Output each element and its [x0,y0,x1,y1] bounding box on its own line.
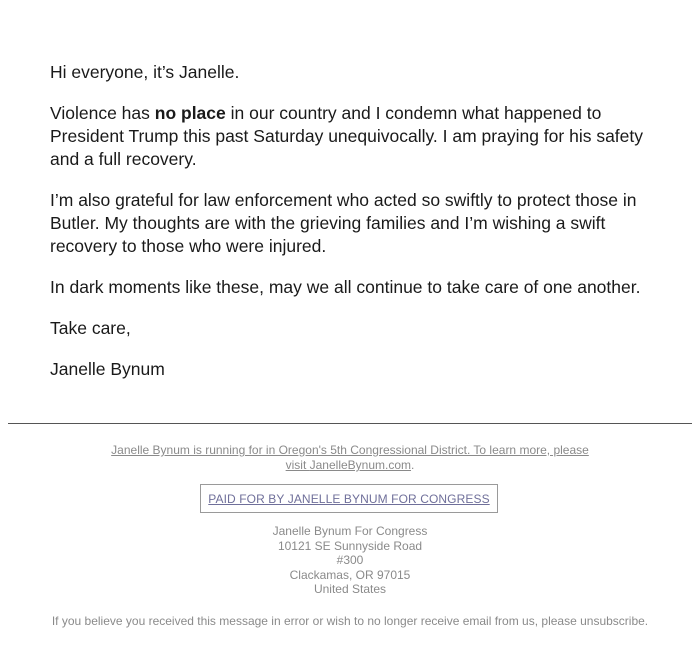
paragraph-violence-end: in our country and I condemn what happened to President Trump this past Saturday unequivocally. I am praying for his safety and a full recovery. [50,103,644,169]
address-city: Clackamas, OR 97015 [289,567,411,582]
mailing-address [150,524,550,597]
address-suite: #300 [336,553,364,567]
emphasis-no-place: no place [154,103,226,123]
address-country: United States [313,582,387,596]
campaign-note [100,443,600,473]
unsubscribe-notice[interactable]: If you believe you received this message in error or wish to no longer receive email from us, please unsubscribe. [51,614,649,628]
paragraph-dark-moments: In dark moments like these, may we all continue to take care of one another. [50,277,641,297]
campaign-note-period: . [411,458,415,472]
paragraph-violence [50,102,650,171]
paragraph-gratitude: I’m also grateful for law enforcement who acted so swiftly to protect those in Butler. My thoughts are with the grieving families and I’m wishing a swift recovery to those who were injured. [50,190,637,256]
paid-for-link[interactable]: PAID FOR BY JANELLE BYNUM FOR CONGRESS [208,491,490,506]
campaign-note-link[interactable]: Janelle Bynum is running for in Oregon's 5th Congressional District. To learn more, please visit [111,443,589,472]
address-street: 10121 SE Sunnyside Road [277,538,423,553]
address-name: Janelle Bynum For Congress [272,524,428,538]
closing: Take care, [50,318,131,338]
website-link[interactable]: JanelleBynum.com [309,458,412,472]
signature: Janelle Bynum [50,359,165,379]
email-body [50,61,650,381]
paragraph-violence-start: Violence has [50,103,155,123]
greeting: Hi everyone, it’s Janelle. [50,62,240,82]
footer-divider [8,423,692,424]
paid-for-disclaimer-box [200,484,498,513]
